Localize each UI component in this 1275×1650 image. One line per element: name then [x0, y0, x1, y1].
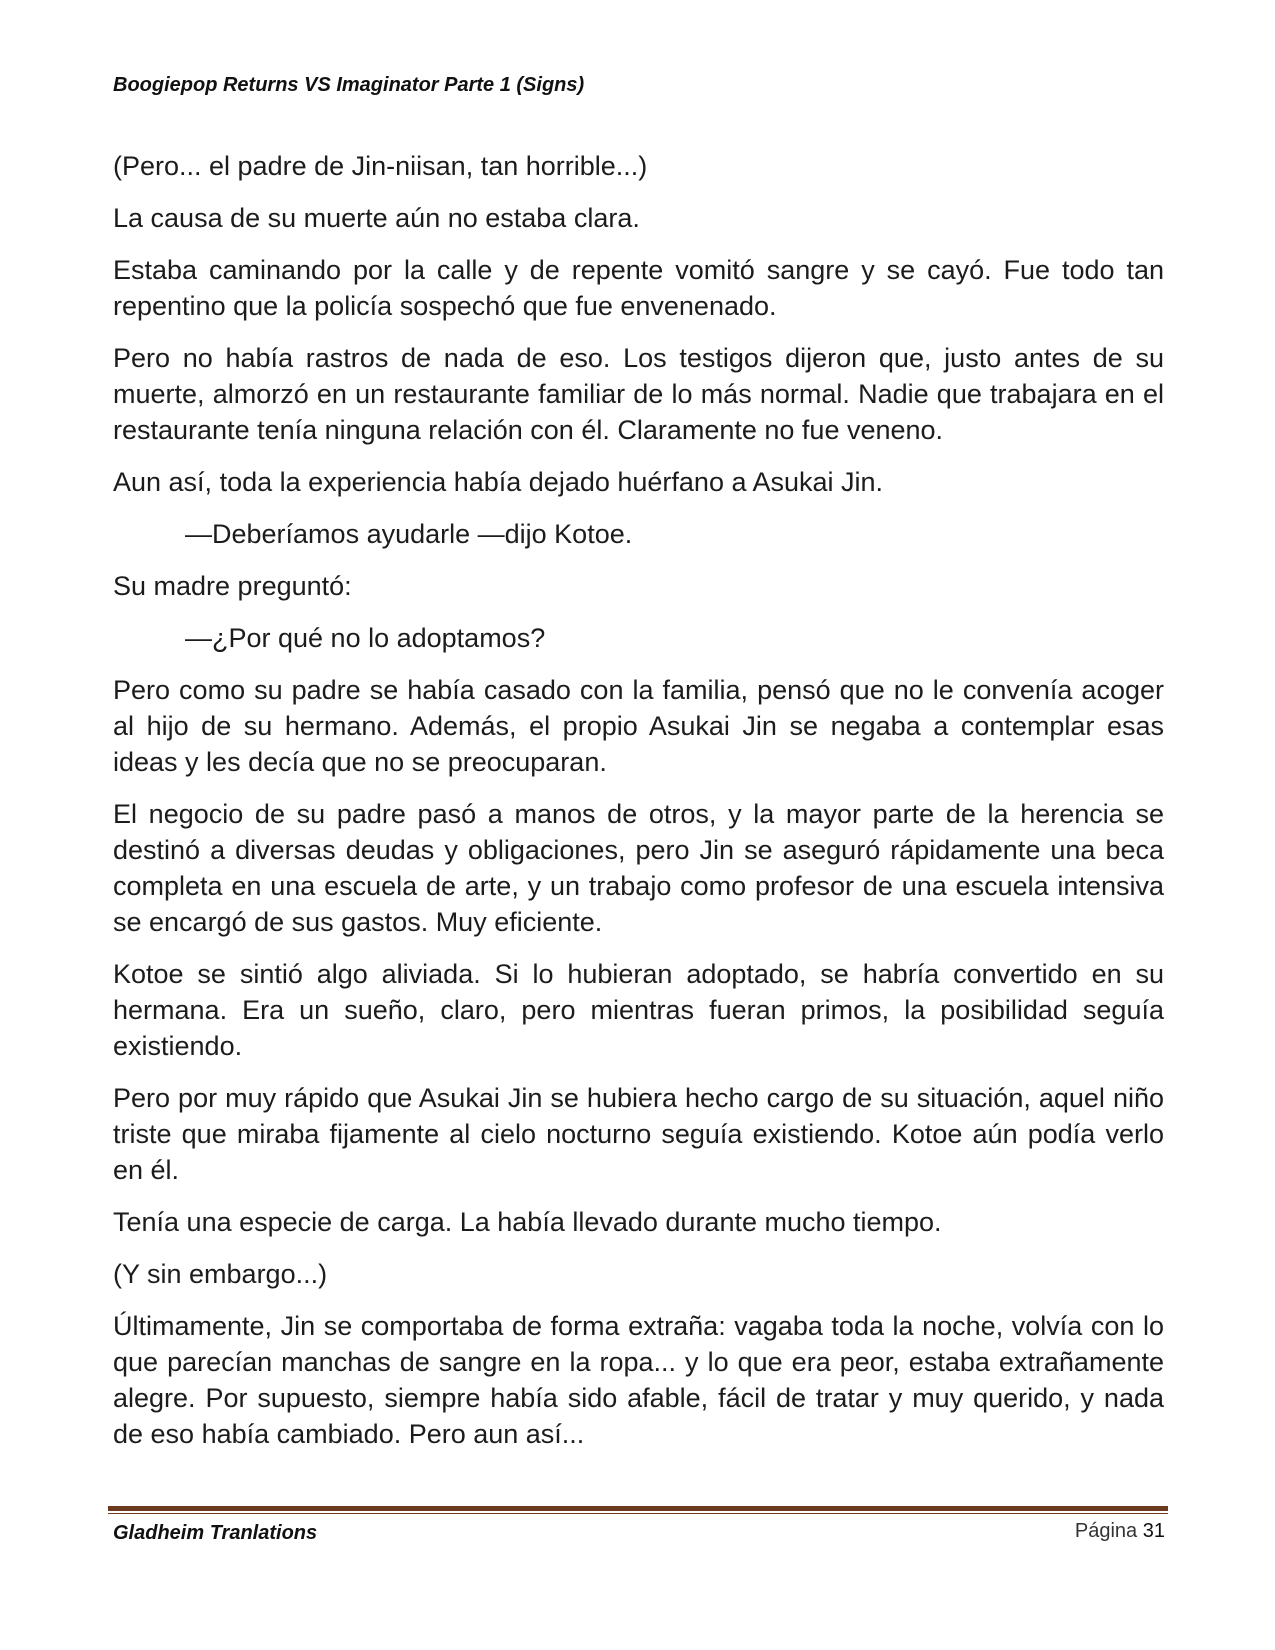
paragraph: Últimamente, Jin se comportaba de forma extraña: vagaba toda la noche, volvía con lo que parecían manchas de sangre en la ropa... y lo que era peor, estaba extrañamente alegre. Por supuesto, siempre había sido afable, fácil de tratar y muy querido, y nada de eso había cambiado. Pero aun así... — [113, 1311, 1164, 1449]
dialogue-line: —Deberíamos ayudarle —dijo Kotoe. — [185, 519, 633, 549]
dialogue-line: —¿Por qué no lo adoptamos? — [185, 623, 546, 653]
page-label: Página — [1074, 1520, 1138, 1542]
footer-divider-thin-line — [108, 1513, 1168, 1514]
paragraph: (Pero... el padre de Jin-niisan, tan horrible...) — [113, 151, 648, 181]
footer-publisher: Gladheim Tranlations — [113, 1522, 318, 1544]
paragraph: (Y sin embargo...) — [113, 1259, 328, 1289]
document-body — [113, 148, 1164, 1468]
paragraph: Pero por muy rápido que Asukai Jin se hubiera hecho cargo de su situación, aquel niño triste que miraba fijamente al cielo nocturno seguía existiendo. Kotoe aún podía verlo en él. — [113, 1083, 1164, 1185]
paragraph: Pero como su padre se había casado con la familia, pensó que no le convenía acoger al hijo de su hermano. Además, el propio Asukai Jin se negaba a contemplar esas ideas y les decía que no se preocuparan. — [113, 675, 1164, 777]
paragraph: Aun así, toda la experiencia había dejado huérfano a Asukai Jin. — [113, 467, 884, 497]
running-header-title: Boogiepop Returns VS Imaginator Parte 1 (Signs) — [113, 74, 585, 96]
paragraph: Estaba caminando por la calle y de repente vomitó sangre y se cayó. Fue todo tan repentino que la policía sospechó que fue envenenado. — [113, 255, 1164, 321]
paragraph: Pero no había rastros de nada de eso. Los testigos dijeron que, justo antes de su muerte, almorzó en un restaurante familiar de lo más normal. Nadie que trabajara en el restaurante tenía ninguna relación con él. Claramente no fue veneno. — [113, 343, 1164, 445]
paragraph: Kotoe se sintió algo aliviada. Si lo hubieran adoptado, se habría convertido en su hermana. Era un sueño, claro, pero mientras fueran primos, la posibilidad seguía existiendo. — [113, 959, 1164, 1061]
paragraph: Su madre preguntó: — [113, 571, 352, 601]
footer-page-number — [1075, 1520, 1165, 1543]
page-number: 31 — [1142, 1520, 1165, 1542]
paragraph: La causa de su muerte aún no estaba clara. — [113, 203, 640, 233]
paragraph: Tenía una especie de carga. La había llevado durante mucho tiempo. — [113, 1207, 942, 1237]
paragraph: El negocio de su padre pasó a manos de otros, y la mayor parte de la herencia se destinó a diversas deudas y obligaciones, pero Jin se aseguró rápidamente una beca completa en una escuela de arte, y un trabajo como profesor de una escuela intensiva se encargó de sus gastos. Muy eficiente. — [113, 799, 1164, 937]
footer-divider-thick-line — [108, 1506, 1168, 1511]
